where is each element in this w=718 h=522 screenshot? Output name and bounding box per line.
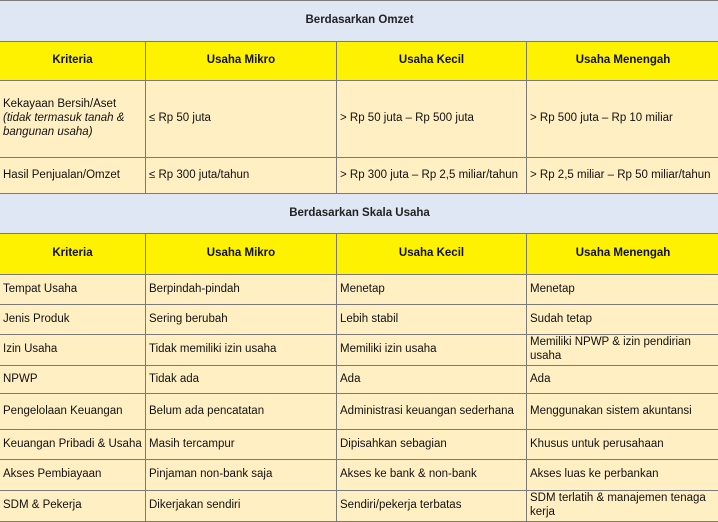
mikro-cell: Tidak ada <box>146 366 337 394</box>
header-row <box>0 42 718 81</box>
section-title: Berdasarkan Omzet <box>0 1 718 42</box>
table-row <box>0 275 718 305</box>
kecil-cell: Lebih stabil <box>337 305 527 335</box>
header-cell: Usaha Mikro <box>146 234 337 275</box>
mikro-cell: Berpindah-pindah <box>146 275 337 305</box>
header-cell: Usaha Kecil <box>337 234 527 275</box>
menengah-cell: Khusus untuk perusahaan <box>527 430 718 460</box>
criteria-cell: Hasil Penjualan/Omzet <box>0 158 146 194</box>
table-row <box>0 460 718 491</box>
criteria-cell <box>0 81 146 158</box>
criteria-cell: Keuangan Pribadi & Usaha <box>0 430 146 460</box>
header-cell: Kriteria <box>0 234 146 275</box>
menengah-cell: SDM terlatih & manajemen tenaga kerja <box>527 491 718 522</box>
kecil-cell: > Rp 50 juta – Rp 500 juta <box>337 81 527 158</box>
criteria-cell: SDM & Pekerja <box>0 491 146 522</box>
criteria-cell: Izin Usaha <box>0 335 146 366</box>
kecil-cell: Dipisahkan sebagian <box>337 430 527 460</box>
kecil-cell: Memiliki izin usaha <box>337 335 527 366</box>
table-row <box>0 335 718 366</box>
mikro-cell: Dikerjakan sendiri <box>146 491 337 522</box>
table-row <box>0 305 718 335</box>
menengah-cell: Ada <box>527 366 718 394</box>
kecil-cell: Administrasi keuangan sederhana <box>337 394 527 430</box>
menengah-cell: > Rp 500 juta – Rp 10 miliar <box>527 81 718 158</box>
kecil-cell: Sendiri/pekerja terbatas <box>337 491 527 522</box>
menengah-cell: > Rp 2,5 miliar – Rp 50 miliar/tahun <box>527 158 718 194</box>
menengah-cell: Sudah tetap <box>527 305 718 335</box>
criteria-cell: Pengelolaan Keuangan <box>0 394 146 430</box>
section-title-row <box>0 194 718 234</box>
section-title-row <box>0 1 718 42</box>
menengah-cell: Akses luas ke perbankan <box>527 460 718 491</box>
table-row <box>0 394 718 430</box>
mikro-cell: Sering berubah <box>146 305 337 335</box>
mikro-cell: Pinjaman non-bank saja <box>146 460 337 491</box>
menengah-cell: Menetap <box>527 275 718 305</box>
mikro-cell: Tidak memiliki izin usaha <box>146 335 337 366</box>
kecil-cell: Menetap <box>337 275 527 305</box>
criteria-cell: Jenis Produk <box>0 305 146 335</box>
criteria-cell: NPWP <box>0 366 146 394</box>
table-row <box>0 366 718 394</box>
header-cell: Kriteria <box>0 42 146 81</box>
mikro-cell: Belum ada pencatatan <box>146 394 337 430</box>
kecil-cell: > Rp 300 juta – Rp 2,5 miliar/tahun <box>337 158 527 194</box>
header-cell: Usaha Menengah <box>527 42 718 81</box>
criteria-cell: Tempat Usaha <box>0 275 146 305</box>
header-cell: Usaha Mikro <box>146 42 337 81</box>
header-row <box>0 234 718 275</box>
mikro-cell: ≤ Rp 50 juta <box>146 81 337 158</box>
mikro-cell: ≤ Rp 300 juta/tahun <box>146 158 337 194</box>
criteria-label: Kekayaan Bersih/Aset <box>3 98 142 112</box>
table-row <box>0 430 718 460</box>
table-row <box>0 81 718 158</box>
kecil-cell: Ada <box>337 366 527 394</box>
menengah-cell: Memiliki NPWP & izin pendirian usaha <box>527 335 718 366</box>
table-row <box>0 158 718 194</box>
menengah-cell: Menggunakan sistem akuntansi <box>527 394 718 430</box>
criteria-cell: Akses Pembiayaan <box>0 460 146 491</box>
header-cell: Usaha Kecil <box>337 42 527 81</box>
kecil-cell: Akses ke bank & non-bank <box>337 460 527 491</box>
section-title: Berdasarkan Skala Usaha <box>0 194 718 234</box>
header-cell: Usaha Menengah <box>527 234 718 275</box>
mikro-cell: Masih tercampur <box>146 430 337 460</box>
criteria-note: (tidak termasuk tanah & bangunan usaha) <box>3 112 142 140</box>
